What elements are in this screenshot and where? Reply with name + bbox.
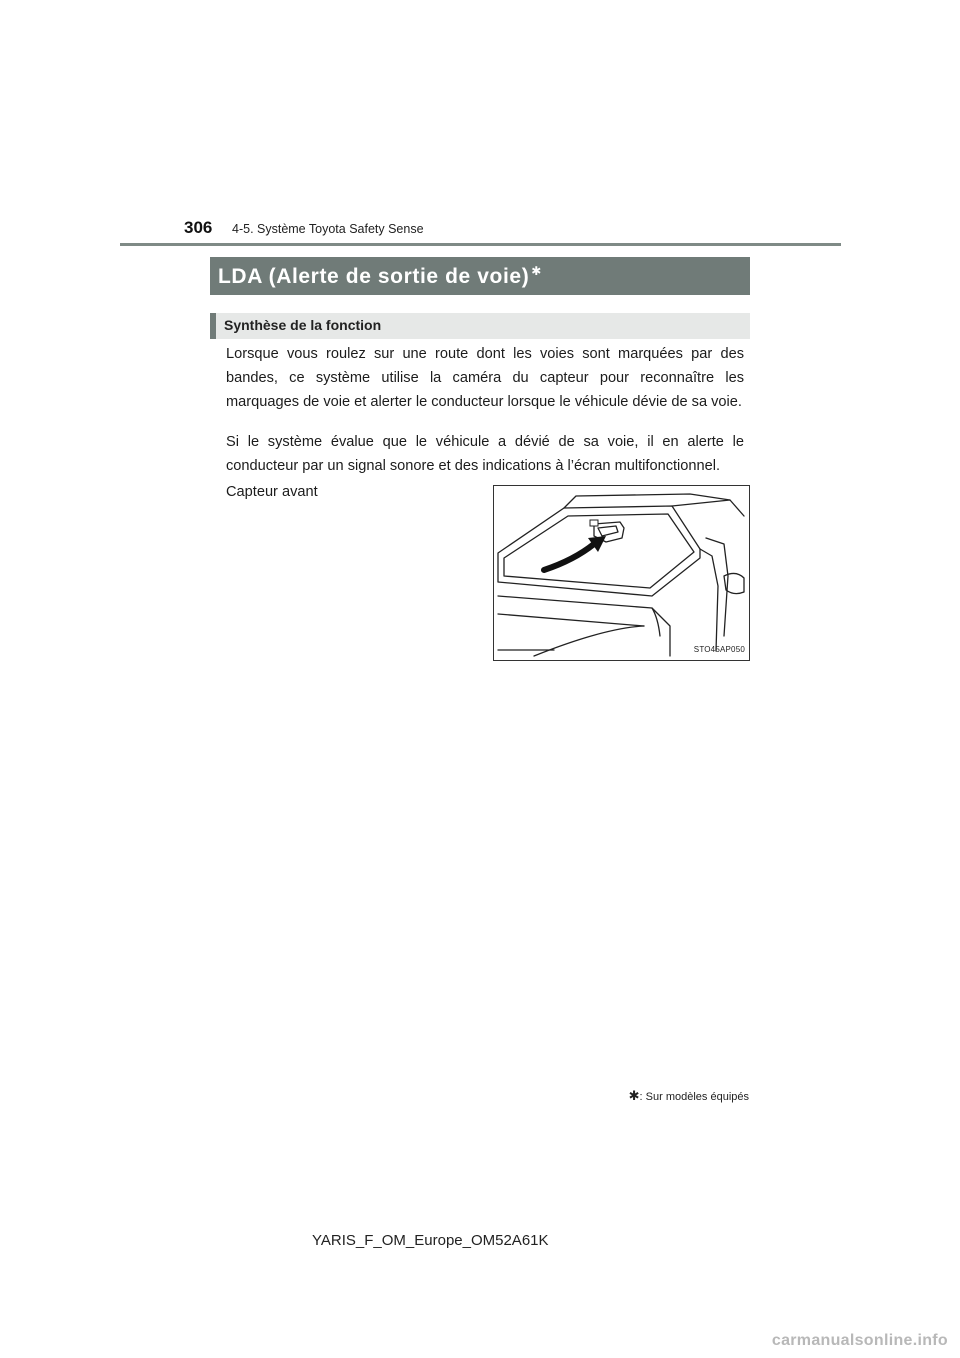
section-title-text: LDA (Alerte de sortie de voie) bbox=[218, 265, 530, 288]
watermark: carmanualsonline.info bbox=[771, 1332, 948, 1349]
footnote bbox=[629, 1088, 749, 1104]
header-divider bbox=[120, 243, 841, 246]
subsection-title: Synthèse de la fonction bbox=[210, 313, 750, 339]
page-number: 306 bbox=[184, 218, 213, 237]
section-path: 4-5. Système Toyota Safety Sense bbox=[232, 222, 424, 236]
asterisk-icon: ✱ bbox=[628, 1088, 640, 1103]
asterisk-icon: ✱ bbox=[531, 264, 542, 278]
figure-code: STO45AP050 bbox=[693, 645, 745, 654]
windshield-sensor-icon bbox=[494, 486, 749, 660]
section-title bbox=[210, 257, 750, 295]
body-paragraph: Si le système évalue que le véhicule a dévié de sa voie, il en alerte le conducteur par un signal sonore et des indications à l’écran multifonctionnel. bbox=[226, 434, 744, 474]
footnote-text: : Sur modèles équipés bbox=[639, 1091, 749, 1103]
body-paragraph: Lorsque vous roulez sur une route dont les voies sont marquées par des bandes, ce système utilise la caméra du capteur pour reconnaître les marquages de voie et alerter le conducteur lorsque le véhicule dévie de sa voie. bbox=[226, 346, 744, 410]
sensor-label: Capteur avant bbox=[226, 484, 318, 500]
windshield-sensor-figure bbox=[493, 485, 750, 661]
document-id: YARIS_F_OM_Europe_OM52A61K bbox=[312, 1232, 549, 1249]
